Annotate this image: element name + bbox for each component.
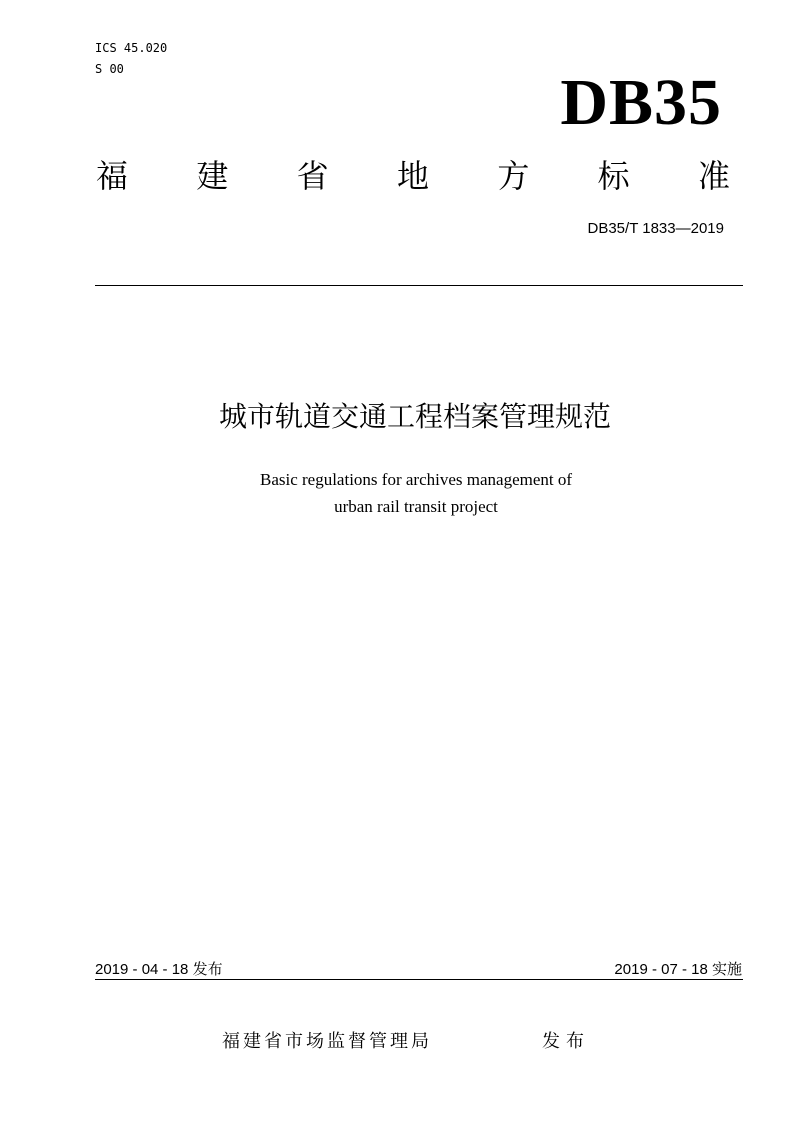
standard-type-heading bbox=[96, 156, 730, 196]
top-divider bbox=[95, 285, 743, 286]
standard-type-char: 地 bbox=[396, 157, 429, 195]
title-english-line: Basic regulations for archives management of bbox=[259, 470, 573, 489]
publish-label: 发布 bbox=[542, 1031, 590, 1052]
db-logo: DB35 bbox=[560, 66, 722, 139]
standard-type-char: 准 bbox=[697, 157, 730, 195]
ics-code: ICS 45.020 bbox=[95, 41, 168, 55]
standard-code: DB35/T 1833—2019 bbox=[587, 220, 724, 237]
title-chinese: 城市轨道交通工程档案管理规范 bbox=[218, 400, 611, 433]
issue-date: 2019 - 04 - 18 发布 bbox=[95, 961, 223, 978]
bottom-divider bbox=[95, 979, 743, 980]
title-english-line: urban rail transit project bbox=[334, 497, 498, 516]
standard-type-char: 方 bbox=[497, 157, 530, 195]
implementation-date: 2019 - 07 - 18 实施 bbox=[614, 961, 742, 978]
standard-type-char: 福 bbox=[96, 157, 129, 195]
ccs-code: S 00 bbox=[95, 62, 124, 76]
standard-type-char: 省 bbox=[296, 157, 329, 195]
standard-type-char: 建 bbox=[196, 157, 229, 195]
publisher-name: 福建省市场监督管理局 bbox=[222, 1031, 432, 1052]
standard-type-char: 标 bbox=[597, 157, 630, 195]
title-english bbox=[0, 466, 800, 520]
